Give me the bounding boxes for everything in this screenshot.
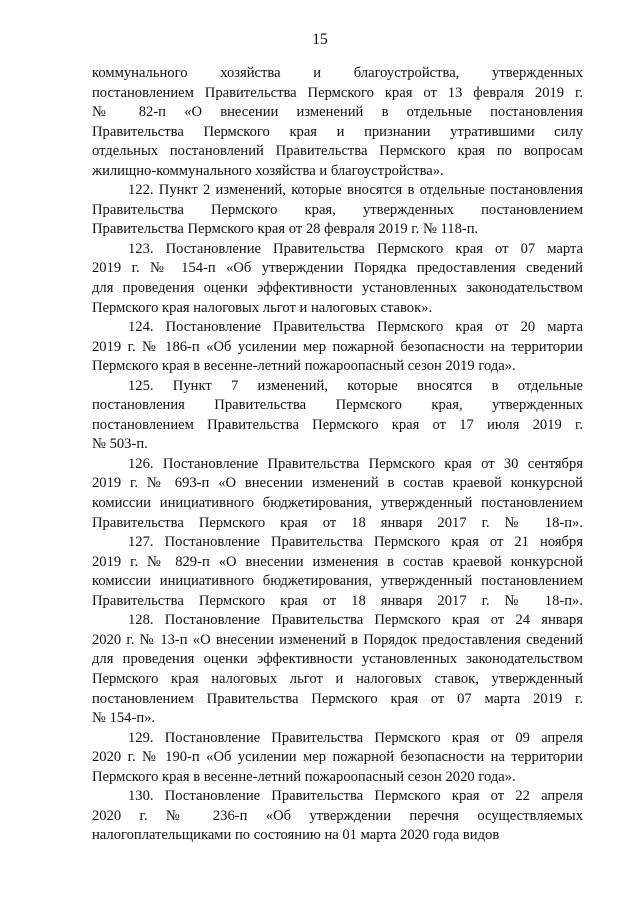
text-line: для проведения оценки эффективности установленных законодательством [92,651,583,668]
text-line: 2019 г. № 829-п «О внесении изменения в состав краевой конкурсной [92,553,583,570]
paragraph [92,318,583,377]
text-line: № 503-п. [92,436,148,453]
text-line: Правительства Пермского края от 18 января 2017 г. № 18-п». [92,514,583,531]
text-line: комиссии инициативного бюджетирования, утвержденный постановлением [92,573,583,590]
paragraph [92,455,583,533]
text-line: 2019 г. № 154-п «Об утверждении Порядка предоставления сведений [92,260,583,277]
text-line: № 154-п». [92,710,156,727]
text-line: 123. Постановление Правительства Пермского края от 07 марта [128,240,583,257]
paragraph [92,181,583,240]
text-line: № 82-п «О внесении изменений в отдельные постановления [92,104,583,121]
text-line: 129. Постановление Правительства Пермского края от 09 апреля [128,729,583,746]
paragraph [92,377,583,455]
text-line: постановлением Правительства Пермского края от 07 марта 2019 г. [92,690,583,707]
text-line: Правительства Пермского края, утвержденных постановлением [92,201,583,218]
text-line: для проведения оценки эффективности установленных законодательством [92,280,583,297]
text-line: 122. Пункт 2 изменений, которые вносятся в отдельные постановления [128,182,583,199]
text-line: коммунального хозяйства и благоустройства, утвержденных [92,65,583,81]
text-line: 124. Постановление Правительства Пермского края от 20 марта [128,319,583,336]
text-line: 126. Постановление Правительства Пермского края от 30 сентября [128,455,583,472]
text-line: Правительства Пермского края и признании утратившими силу [92,123,583,140]
text-line: 2019 г. № 186-п «Об усилении мер пожарной безопасности на территории [92,338,583,355]
text-line: 128. Постановление Правительства Пермского края от 24 января [128,612,583,629]
text-line: 2020 г. № 13-п «О внесении изменений в Порядок предоставления сведений [92,631,583,648]
text-line: постановления Правительства Пермского края, утвержденных [92,397,583,414]
text-line: постановлением Правительства Пермского края от 13 февраля 2019 г. [92,84,583,101]
paragraph [92,787,583,846]
text-line: 2020 г. № 236-п «Об утверждении перечня осуществляемых [92,807,583,824]
text-line: отдельных постановлений Правительства Пермского края по вопросам [92,143,583,160]
text-line: комиссии инициативного бюджетирования, утвержденный постановлением [92,495,583,512]
text-line: 2019 г. № 693-п «О внесении изменений в состав краевой конкурсной [92,475,583,492]
text-line: 2020 г. № 190-п «Об усилении мер пожарной безопасности на территории [92,749,583,766]
text-line: жилищно-коммунального хозяйства и благоустройства». [92,162,444,179]
paragraph [92,611,583,728]
paragraph [92,240,583,318]
paragraph [92,729,583,788]
text-line: налогоплательщиками по состоянию на 01 марта 2020 года видов [92,827,500,844]
text-line: 130. Постановление Правительства Пермского края от 22 апреля [128,788,583,805]
text-line: постановлением Правительства Пермского края от 17 июля 2019 г. [92,416,583,433]
text-line: Правительства Пермского края от 18 января 2017 г. № 18-п». [92,592,583,609]
page-number: 15 [312,31,328,48]
text-line: 125. Пункт 7 изменений, которые вносятся в отдельные [128,377,583,394]
text-line: Пермского края налоговых льгот и налоговых ставок, утвержденный [92,670,583,687]
text-line: Пермского края в весенне-летний пожароопасный сезон 2020 года». [92,768,516,785]
text-line: 127. Постановление Правительства Пермского края от 21 ноября [128,534,583,551]
paragraph [92,533,583,611]
text-line: Правительства Пермского края от 28 февраля 2019 г. № 118-п. [92,221,479,238]
document-body [92,64,583,846]
text-line: Пермского края налоговых льгот и налоговых ставок». [92,299,433,316]
paragraph [92,64,583,181]
text-line: Пермского края в весенне-летний пожароопасный сезон 2019 года». [92,358,516,375]
